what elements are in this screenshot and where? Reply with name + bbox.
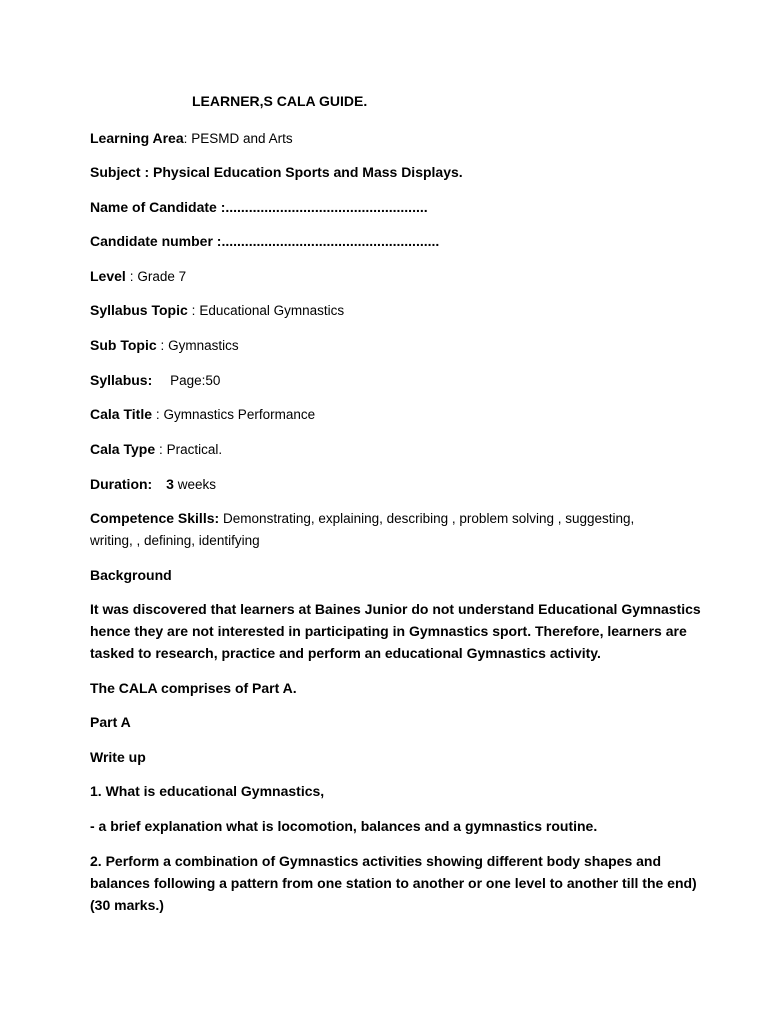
sub-topic-sep: : [160,338,165,353]
level-label: Level [90,268,126,284]
background-line: hence they are not interested in participating in Gymnastics sport. Therefore, learners are [90,623,687,639]
question-1: 1. What is educational Gymnastics, [90,783,325,799]
duration-label: Duration: [90,476,153,492]
syllabus-topic-value: Educational Gymnastics [199,303,345,318]
candidate-name-row [90,196,680,218]
write-up-heading: Write up [90,749,146,765]
cala-comprises: The CALA comprises of Part A. [90,680,297,696]
cala-title-sep: : [155,407,160,422]
cala-type-value: Practical. [166,442,223,457]
syllabus-label: Syllabus: [90,372,153,388]
learning-area-value: PESMD and Arts [191,131,293,146]
cala-title-row [90,403,680,426]
learning-area-row [90,127,680,150]
background-line: tasked to research, practice and perform an educational Gymnastics activity. [90,645,601,661]
subject-value: Physical Education Sports and Mass Displays. [153,164,463,180]
subject-label: Subject : [90,164,150,180]
learning-area-sep: : [183,131,188,146]
syllabus-topic-sep: : [191,303,196,318]
subject-row [90,161,680,183]
background-line: It was discovered that learners at Baines Junior do not understand Educational Gymnastics [90,601,701,617]
candidate-name-label: Name of Candidate : [90,199,226,215]
document-title: LEARNER,S CALA GUIDE. [192,93,368,109]
syllabus-value: Page:50 [170,373,221,388]
competence-skills-label: Competence Skills: [90,510,220,526]
part-a-heading: Part A [90,714,131,730]
candidate-number-label: Candidate number : [90,233,222,249]
syllabus-topic-row [90,299,680,322]
question-2-line: 2. Perform a combination of Gymnastics activities showing different body shapes and [90,853,662,869]
question-1-subpoint: - a brief explanation what is locomotion, balances and a gymnastics routine. [90,818,598,834]
cala-type-sep: : [159,442,163,457]
level-sep: : [129,269,134,284]
sub-topic-value: Gymnastics [168,338,239,353]
sub-topic-row [90,334,680,357]
duration-row [90,473,680,496]
competence-skills-value-cont: writing, , defining, identifying [90,533,260,548]
candidate-number-blank: ........................................................ [221,233,440,249]
duration-unit: weeks [177,477,217,492]
cala-type-row [90,438,680,461]
competence-skills-row [90,507,680,530]
cala-title-value: Gymnastics Performance [163,407,316,422]
syllabus-topic-label: Syllabus Topic [90,302,188,318]
competence-skills-value: Demonstrating, explaining, describing , problem solving , suggesting, [223,511,635,526]
background-heading: Background [90,567,172,583]
competence-skills-continued [90,529,680,552]
question-2-line: (30 marks.) [90,897,164,913]
duration-number: 3 [166,476,174,492]
syllabus-row [90,369,680,392]
cala-title-label: Cala Title [90,406,152,422]
cala-type-label: Cala Type [90,441,156,457]
question-2-line: balances following a pattern from one station to another or one level to another till the end) [90,875,697,891]
candidate-number-row [90,230,680,252]
level-row [90,265,680,288]
candidate-name-blank: .................................................... [225,199,428,215]
sub-topic-label: Sub Topic [90,337,157,353]
learning-area-label: Learning Area [90,130,184,146]
level-value: Grade 7 [137,269,187,284]
